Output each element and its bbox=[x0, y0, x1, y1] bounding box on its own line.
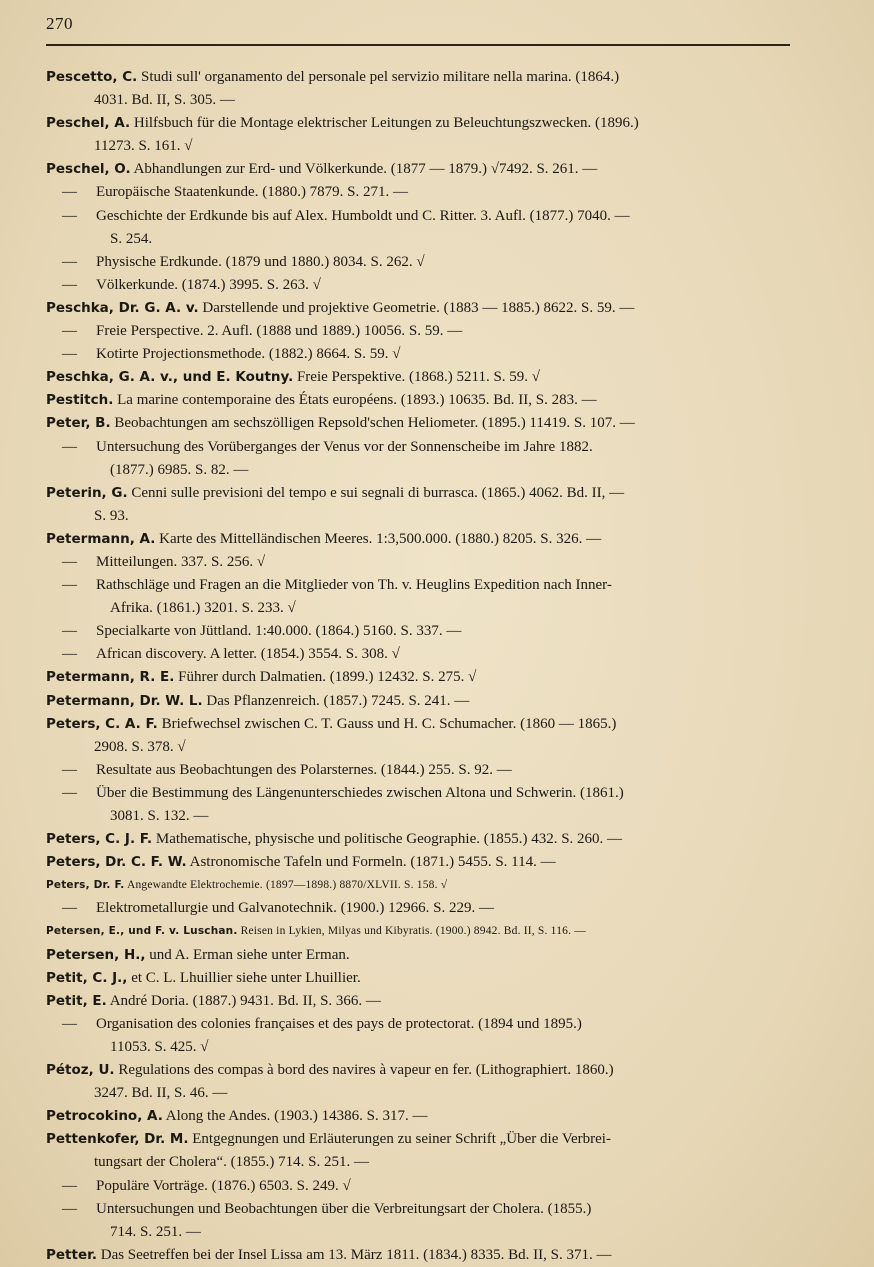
index-entry bbox=[46, 1128, 794, 1174]
entry-text: Untersuchung des Vorüberganges der Venus vor der Sonnenscheibe im Jahre 1882. bbox=[96, 438, 593, 455]
sub-entry bbox=[46, 551, 794, 574]
ditto-dash: — bbox=[62, 784, 77, 801]
ditto-dash: — bbox=[62, 646, 77, 663]
index-entry bbox=[46, 1059, 794, 1105]
entry-author: Petter. bbox=[46, 1246, 97, 1263]
entry-continuation: 714. S. 251. — bbox=[110, 1223, 201, 1240]
index-entry bbox=[46, 412, 794, 435]
entry-author: Peters, Dr. F. bbox=[46, 879, 125, 892]
entry-text: et C. L. Lhuillier siehe unter Lhuillier. bbox=[131, 969, 361, 986]
entry-continuation: 4031. Bd. II, S. 305. — bbox=[94, 92, 235, 109]
sub-entry bbox=[46, 274, 794, 297]
entry-text: Rathschläge und Fragen an die Mitglieder von Th. v. Heuglins Expedition nach Inner- bbox=[96, 577, 612, 594]
entry-text: Regulations des compas à bord des navires à vapeur en fer. (Lithographiert. 1860.) bbox=[118, 1062, 614, 1079]
ditto-dash: — bbox=[62, 276, 77, 293]
ditto-dash: — bbox=[62, 346, 77, 363]
sub-entry bbox=[46, 782, 794, 828]
entry-author: Pettenkofer, Dr. M. bbox=[46, 1131, 189, 1148]
entry-author: Petermann, A. bbox=[46, 530, 156, 547]
index-entry bbox=[46, 112, 794, 158]
entry-text: Freie Perspective. 2. Aufl. (1888 und 1889.) 10056. S. 59. — bbox=[96, 323, 463, 340]
entry-text: Specialkarte von Jüttland. 1:40.000. (1864.) 5160. S. 337. — bbox=[96, 623, 462, 640]
entry-text: Europäische Staatenkunde. (1880.) 7879. S. 271. — bbox=[96, 184, 409, 201]
entry-text: Über die Bestimmung des Längenunterschiedes zwischen Altona und Schwerin. (1861.) bbox=[96, 784, 624, 801]
entry-author: Pescetto, C. bbox=[46, 69, 138, 85]
sub-entry bbox=[46, 897, 794, 920]
entry-text: Resultate aus Beobachtungen des Polarsternes. (1844.) 255. S. 92. — bbox=[96, 761, 512, 778]
sub-entry bbox=[46, 1013, 794, 1059]
entry-text: Karte des Mittelländischen Meeres. 1:3,500.000. (1880.) 8205. S. 326. — bbox=[159, 530, 602, 547]
entry-author: Peschel, O. bbox=[46, 161, 131, 178]
entry-author: Petermann, R. E. bbox=[46, 669, 175, 686]
ditto-dash: — bbox=[62, 623, 77, 640]
entry-author: Peschka, Dr. G. A. v. bbox=[46, 299, 199, 316]
entry-text: Geschichte der Erdkunde bis auf Alex. Humboldt und C. Ritter. 3. Aufl. (1877.) 7040. — bbox=[96, 207, 630, 224]
entry-text: Studi sull' organamento del personale pel servizio militare nella marina. (1864.) bbox=[141, 69, 620, 85]
index-entry bbox=[46, 713, 794, 759]
entry-author: Petrocokino, A. bbox=[46, 1108, 163, 1125]
entry-text: Physische Erdkunde. (1879 und 1880.) 8034. S. 262. √ bbox=[96, 253, 425, 270]
sub-entry bbox=[46, 436, 794, 482]
entry-author: Peter, B. bbox=[46, 415, 111, 432]
entry-text: Populäre Vorträge. (1876.) 6503. S. 249. √ bbox=[96, 1177, 351, 1194]
entry-text: Entgegnungen und Erläuterungen zu seiner Schrift „Über die Verbrei- bbox=[192, 1131, 611, 1148]
ditto-dash: — bbox=[62, 253, 77, 270]
index-entry bbox=[46, 389, 794, 412]
sub-entry bbox=[46, 574, 794, 620]
entry-text: Astronomische Tafeln und Formeln. (1871.) 5455. S. 114. — bbox=[189, 854, 556, 871]
entry-continuation: 3247. Bd. II, S. 46. — bbox=[94, 1085, 228, 1102]
entry-text: Reisen in Lykien, Milyas und Kibyratis. (1900.) 8942. Bd. II, S. 116. — bbox=[240, 925, 586, 938]
index-entry bbox=[46, 851, 794, 874]
entry-text: Kotirte Projectionsmethode. (1882.) 8664. S. 59. √ bbox=[96, 346, 401, 363]
index-entry bbox=[46, 990, 794, 1013]
sub-entry bbox=[46, 643, 794, 666]
entry-continuation: 3081. S. 132. — bbox=[110, 808, 209, 824]
entry-text: Along the Andes. (1903.) 14386. S. 317. — bbox=[165, 1108, 428, 1125]
ditto-dash: — bbox=[62, 761, 77, 778]
entry-author: Pétoz, U. bbox=[46, 1062, 115, 1079]
entry-text: Beobachtungen am sechszölligen Repsold'schen Heliometer. (1895.) 11419. S. 107. — bbox=[114, 415, 635, 432]
entry-text: Angewandte Elektrochemie. (1897—1898.) 8870/XLVII. S. 158. √ bbox=[126, 879, 448, 892]
entry-continuation: (1877.) 6985. S. 82. — bbox=[110, 461, 249, 478]
index-entry bbox=[46, 874, 794, 897]
sub-entry bbox=[46, 181, 794, 204]
entry-text: Briefwechsel zwischen C. T. Gauss und H. C. Schumacher. (1860 — 1865.) bbox=[161, 715, 617, 732]
entry-text: Untersuchungen und Beobachtungen über die Verbreitungsart der Cholera. (1855.) bbox=[96, 1200, 592, 1217]
entry-text: Mitteilungen. 337. S. 256. √ bbox=[96, 553, 266, 570]
ditto-dash: — bbox=[62, 1200, 77, 1217]
entry-author: Peters, C. A. F. bbox=[46, 715, 158, 732]
entry-author: Petersen, H., bbox=[46, 946, 146, 963]
ditto-dash: — bbox=[62, 553, 77, 570]
ditto-dash: — bbox=[62, 1177, 77, 1194]
sub-entry bbox=[46, 343, 794, 366]
index-entry bbox=[46, 828, 794, 851]
ditto-dash: — bbox=[62, 900, 77, 917]
index-entry bbox=[46, 528, 794, 551]
index-entry bbox=[46, 1105, 794, 1128]
entry-text: African discovery. A letter. (1854.) 3554. S. 308. √ bbox=[96, 646, 400, 663]
header-rule bbox=[46, 44, 790, 46]
entry-text: Führer durch Dalmatien. (1899.) 12432. S. 275. √ bbox=[178, 669, 477, 686]
entry-continuation: tungsart der Cholera“. (1855.) 714. S. 251. — bbox=[94, 1154, 369, 1171]
ditto-dash: — bbox=[62, 438, 77, 455]
entry-author: Peters, Dr. C. F. W. bbox=[46, 854, 187, 871]
entry-text: Freie Perspektive. (1868.) 5211. S. 59. √ bbox=[296, 369, 541, 386]
ditto-dash: — bbox=[62, 577, 77, 594]
sub-entry bbox=[46, 759, 794, 782]
index-entry bbox=[46, 920, 794, 943]
entry-author: Peschka, G. A. v., und E. Koutny. bbox=[46, 369, 294, 386]
index-entry bbox=[46, 1244, 794, 1267]
sub-entry bbox=[46, 620, 794, 643]
entry-author: Peters, C. J. F. bbox=[46, 831, 153, 848]
sub-entry bbox=[46, 320, 794, 343]
entry-continuation: S. 254. bbox=[110, 230, 153, 247]
sub-entry bbox=[46, 1175, 794, 1198]
entry-text: Elektrometallurgie und Galvanotechnik. (1900.) 12966. S. 229. — bbox=[96, 900, 494, 917]
sub-entry bbox=[46, 1198, 794, 1244]
index-entries bbox=[46, 66, 794, 1267]
index-entry bbox=[46, 944, 794, 967]
index-entry bbox=[46, 666, 794, 689]
entry-author: Petit, E. bbox=[46, 992, 107, 1009]
index-entry bbox=[46, 158, 794, 181]
entry-text: Abhandlungen zur Erd- und Völkerkunde. (1877 — 1879.) √7492. S. 261. — bbox=[133, 161, 598, 178]
entry-text: Mathematische, physische und politische Geographie. (1855.) 432. S. 260. — bbox=[155, 831, 623, 848]
entry-continuation: 2908. S. 378. √ bbox=[94, 738, 186, 755]
page-number: 270 bbox=[46, 14, 73, 33]
entry-text: La marine contemporaine des États européens. (1893.) 10635. Bd. II, S. 283. — bbox=[117, 392, 597, 409]
index-entry bbox=[46, 482, 794, 528]
entry-author: Peschel, A. bbox=[46, 115, 131, 132]
entry-text: Das Seetreffen bei der Insel Lissa am 13. März 1811. (1834.) 8335. Bd. II, S. 371. — bbox=[100, 1246, 612, 1263]
entry-author: Petermann, Dr. W. L. bbox=[46, 692, 203, 709]
entry-text: Organisation des colonies françaises et des pays de protectorat. (1894 und 1895.) bbox=[96, 1015, 582, 1032]
index-entry bbox=[46, 297, 794, 320]
ditto-dash: — bbox=[62, 207, 77, 224]
ditto-dash: — bbox=[62, 184, 77, 201]
entry-text: Cenni sulle previsioni del tempo e sui segnali di burrasca. (1865.) 4062. Bd. II, — bbox=[131, 484, 625, 501]
entry-continuation: Afrika. (1861.) 3201. S. 233. √ bbox=[110, 600, 296, 617]
entry-text: Hilfsbuch für die Montage elektrischer Leitungen zu Beleuchtungszwecken. (1896.) bbox=[133, 115, 639, 132]
entry-continuation: S. 93. bbox=[94, 507, 129, 524]
index-entry bbox=[46, 66, 794, 112]
entry-text: Das Pflanzenreich. (1857.) 7245. S. 241. — bbox=[206, 692, 470, 709]
sub-entry bbox=[46, 251, 794, 274]
entry-author: Peterin, G. bbox=[46, 484, 128, 501]
entry-author: Petersen, E., und F. v. Luschan. bbox=[46, 925, 238, 938]
sub-entry bbox=[46, 205, 794, 251]
entry-author: Petit, C. J., bbox=[46, 969, 128, 986]
entry-text: Völkerkunde. (1874.) 3995. S. 263. √ bbox=[96, 276, 321, 293]
entry-author: Pestitch. bbox=[46, 392, 114, 409]
index-entry bbox=[46, 690, 794, 713]
ditto-dash: — bbox=[62, 1015, 77, 1032]
entry-text: André Doria. (1887.) 9431. Bd. II, S. 366. — bbox=[109, 992, 381, 1009]
entry-text: Darstellende und projektive Geometrie. (1883 — 1885.) 8622. S. 59. — bbox=[202, 299, 635, 316]
index-entry bbox=[46, 366, 794, 389]
ditto-dash: — bbox=[62, 323, 77, 340]
entry-text: und A. Erman siehe unter Erman. bbox=[149, 946, 350, 963]
index-entry bbox=[46, 967, 794, 990]
entry-continuation: 11053. S. 425. √ bbox=[110, 1038, 209, 1055]
entry-continuation: 11273. S. 161. √ bbox=[94, 138, 193, 155]
